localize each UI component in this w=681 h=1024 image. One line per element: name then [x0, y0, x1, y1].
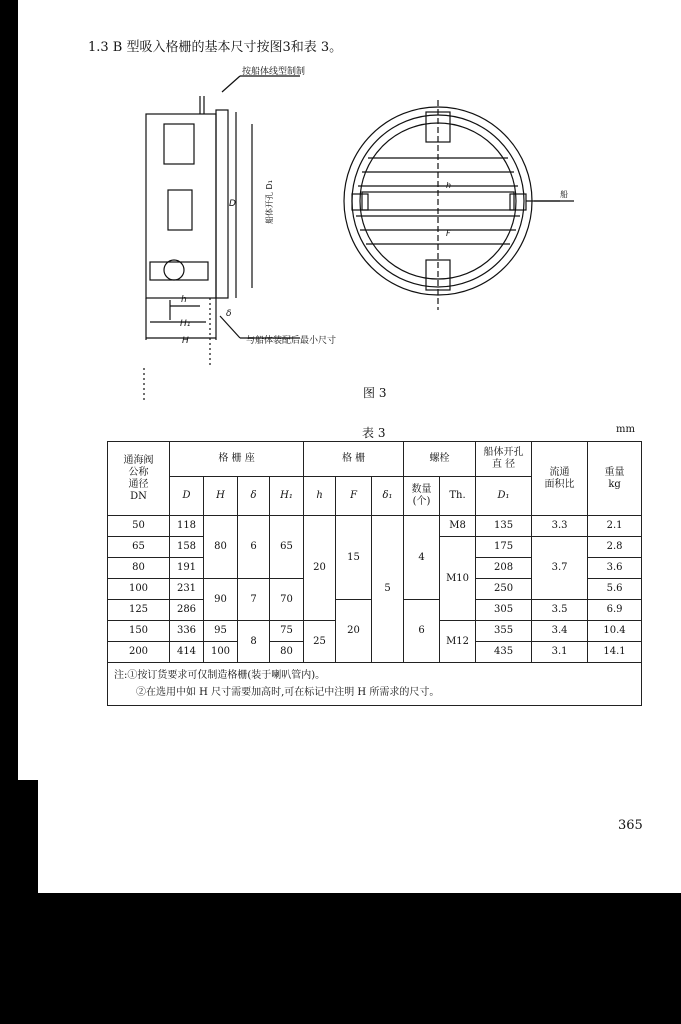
scan-edge-bottom — [0, 893, 681, 1024]
cell-flow: 3.4 — [532, 621, 588, 642]
cell-dn: 200 — [108, 642, 170, 663]
cell-delta1: 5 — [372, 516, 404, 663]
label-D1: 船体开孔 D₁ — [265, 180, 274, 224]
cell-flow: 3.1 — [532, 642, 588, 663]
cell-H1: 70 — [270, 579, 304, 621]
cell-D1: 135 — [476, 516, 532, 537]
cell-dn: 50 — [108, 516, 170, 537]
cell-D1: 208 — [476, 558, 532, 579]
cell-H1: 65 — [270, 516, 304, 579]
label-delta: δ — [226, 309, 232, 319]
subheader-F: F — [336, 477, 372, 516]
cell-flow: 3.7 — [532, 537, 588, 600]
cell-H1: 80 — [270, 642, 304, 663]
cell-flow: 3.5 — [532, 600, 588, 621]
cell-weight: 2.8 — [588, 537, 642, 558]
label-hatch: h — [446, 181, 452, 190]
cell-h: 25 — [304, 621, 336, 663]
side-view-outline — [146, 114, 216, 298]
cell-D: 158 — [170, 537, 204, 558]
cell-D: 231 — [170, 579, 204, 600]
cell-D: 286 — [170, 600, 204, 621]
cell-H: 100 — [204, 642, 238, 663]
cell-dn: 100 — [108, 579, 170, 600]
label-D: D — [229, 199, 236, 209]
label-bottom-note: 与船体装配后最小尺寸 — [246, 336, 337, 346]
cell-weight: 3.6 — [588, 558, 642, 579]
cell-th: M10 — [440, 537, 476, 621]
subheader-th: Th. — [440, 477, 476, 516]
cell-weight: 2.1 — [588, 516, 642, 537]
cell-D1: 305 — [476, 600, 532, 621]
cell-dn: 125 — [108, 600, 170, 621]
table-row — [108, 516, 642, 537]
subheader-H1: H₁ — [270, 477, 304, 516]
header-hole: 船体开孔 直 径 — [476, 442, 532, 477]
cell-qty: 4 — [404, 516, 440, 600]
cell-h: 20 — [304, 516, 336, 621]
subheader-delta1: δ₁ — [372, 477, 404, 516]
spec-table — [107, 441, 642, 706]
cell-delta: 7 — [238, 579, 270, 621]
figure-caption: 图 3 — [363, 386, 387, 400]
label-F: F — [446, 229, 451, 238]
cell-dn: 80 — [108, 558, 170, 579]
cell-H1: 75 — [270, 621, 304, 642]
section-title: 1.3 B 型吸入格栅的基本尺寸按图3和表 3。 — [88, 40, 343, 55]
table-caption: 表 3 — [362, 426, 386, 440]
cell-H: 95 — [204, 621, 238, 642]
cell-th: M12 — [440, 621, 476, 663]
label-top-note: 按船体线型制制 — [242, 67, 306, 77]
subheader-delta: δ — [238, 477, 270, 516]
notes-row — [108, 663, 642, 706]
cell-D1: 250 — [476, 579, 532, 600]
label-right-arrow: 船 — [560, 190, 568, 199]
table-notes — [108, 663, 642, 706]
cell-D1: 355 — [476, 621, 532, 642]
header-bolt: 螺栓 — [404, 442, 476, 477]
label-H1: H₁ — [180, 319, 191, 329]
cell-th: M8 — [440, 516, 476, 537]
table-unit: mm — [616, 424, 635, 435]
cell-dn: 65 — [108, 537, 170, 558]
cell-F: 15 — [336, 516, 372, 600]
cell-D: 118 — [170, 516, 204, 537]
cell-weight: 10.4 — [588, 621, 642, 642]
cell-delta: 8 — [238, 621, 270, 663]
cell-H: 90 — [204, 579, 238, 621]
header-grille: 格 栅 — [304, 442, 404, 477]
cell-weight: 6.9 — [588, 600, 642, 621]
cell-F: 20 — [336, 600, 372, 663]
cell-D: 191 — [170, 558, 204, 579]
scan-edge-bottom-left — [0, 780, 38, 893]
page-number: 365 — [618, 818, 643, 833]
header-frame: 格 栅 座 — [170, 442, 304, 477]
cell-H: 80 — [204, 516, 238, 579]
cell-weight: 5.6 — [588, 579, 642, 600]
cell-delta: 6 — [238, 516, 270, 579]
cell-D1: 175 — [476, 537, 532, 558]
subheader-qty: 数量 (个) — [404, 477, 440, 516]
cell-weight: 14.1 — [588, 642, 642, 663]
cell-D: 414 — [170, 642, 204, 663]
subheader-H: H — [204, 477, 238, 516]
cell-flow: 3.3 — [532, 516, 588, 537]
note-2: ②在选用中如 H 尺寸需要加高时,可在标记中注明 H 所需求的尺寸。 — [136, 687, 440, 698]
cell-qty: 6 — [404, 600, 440, 663]
technical-drawing — [0, 0, 681, 400]
subheader-h: h — [304, 477, 336, 516]
header-flow: 流通 面积比 — [532, 442, 588, 516]
header-dn: 通海阀 公称 通径 DN — [108, 442, 170, 516]
cell-D: 336 — [170, 621, 204, 642]
note-1: 注:①按订货要求可仅制造格栅(装于喇叭管内)。 — [114, 670, 326, 681]
subheader-D1: D₁ — [476, 477, 532, 516]
cell-D1: 435 — [476, 642, 532, 663]
label-h: h — [181, 295, 187, 305]
header-weight: 重量 kg — [588, 442, 642, 516]
label-H: H — [182, 336, 189, 346]
cell-dn: 150 — [108, 621, 170, 642]
subheader-D: D — [170, 477, 204, 516]
